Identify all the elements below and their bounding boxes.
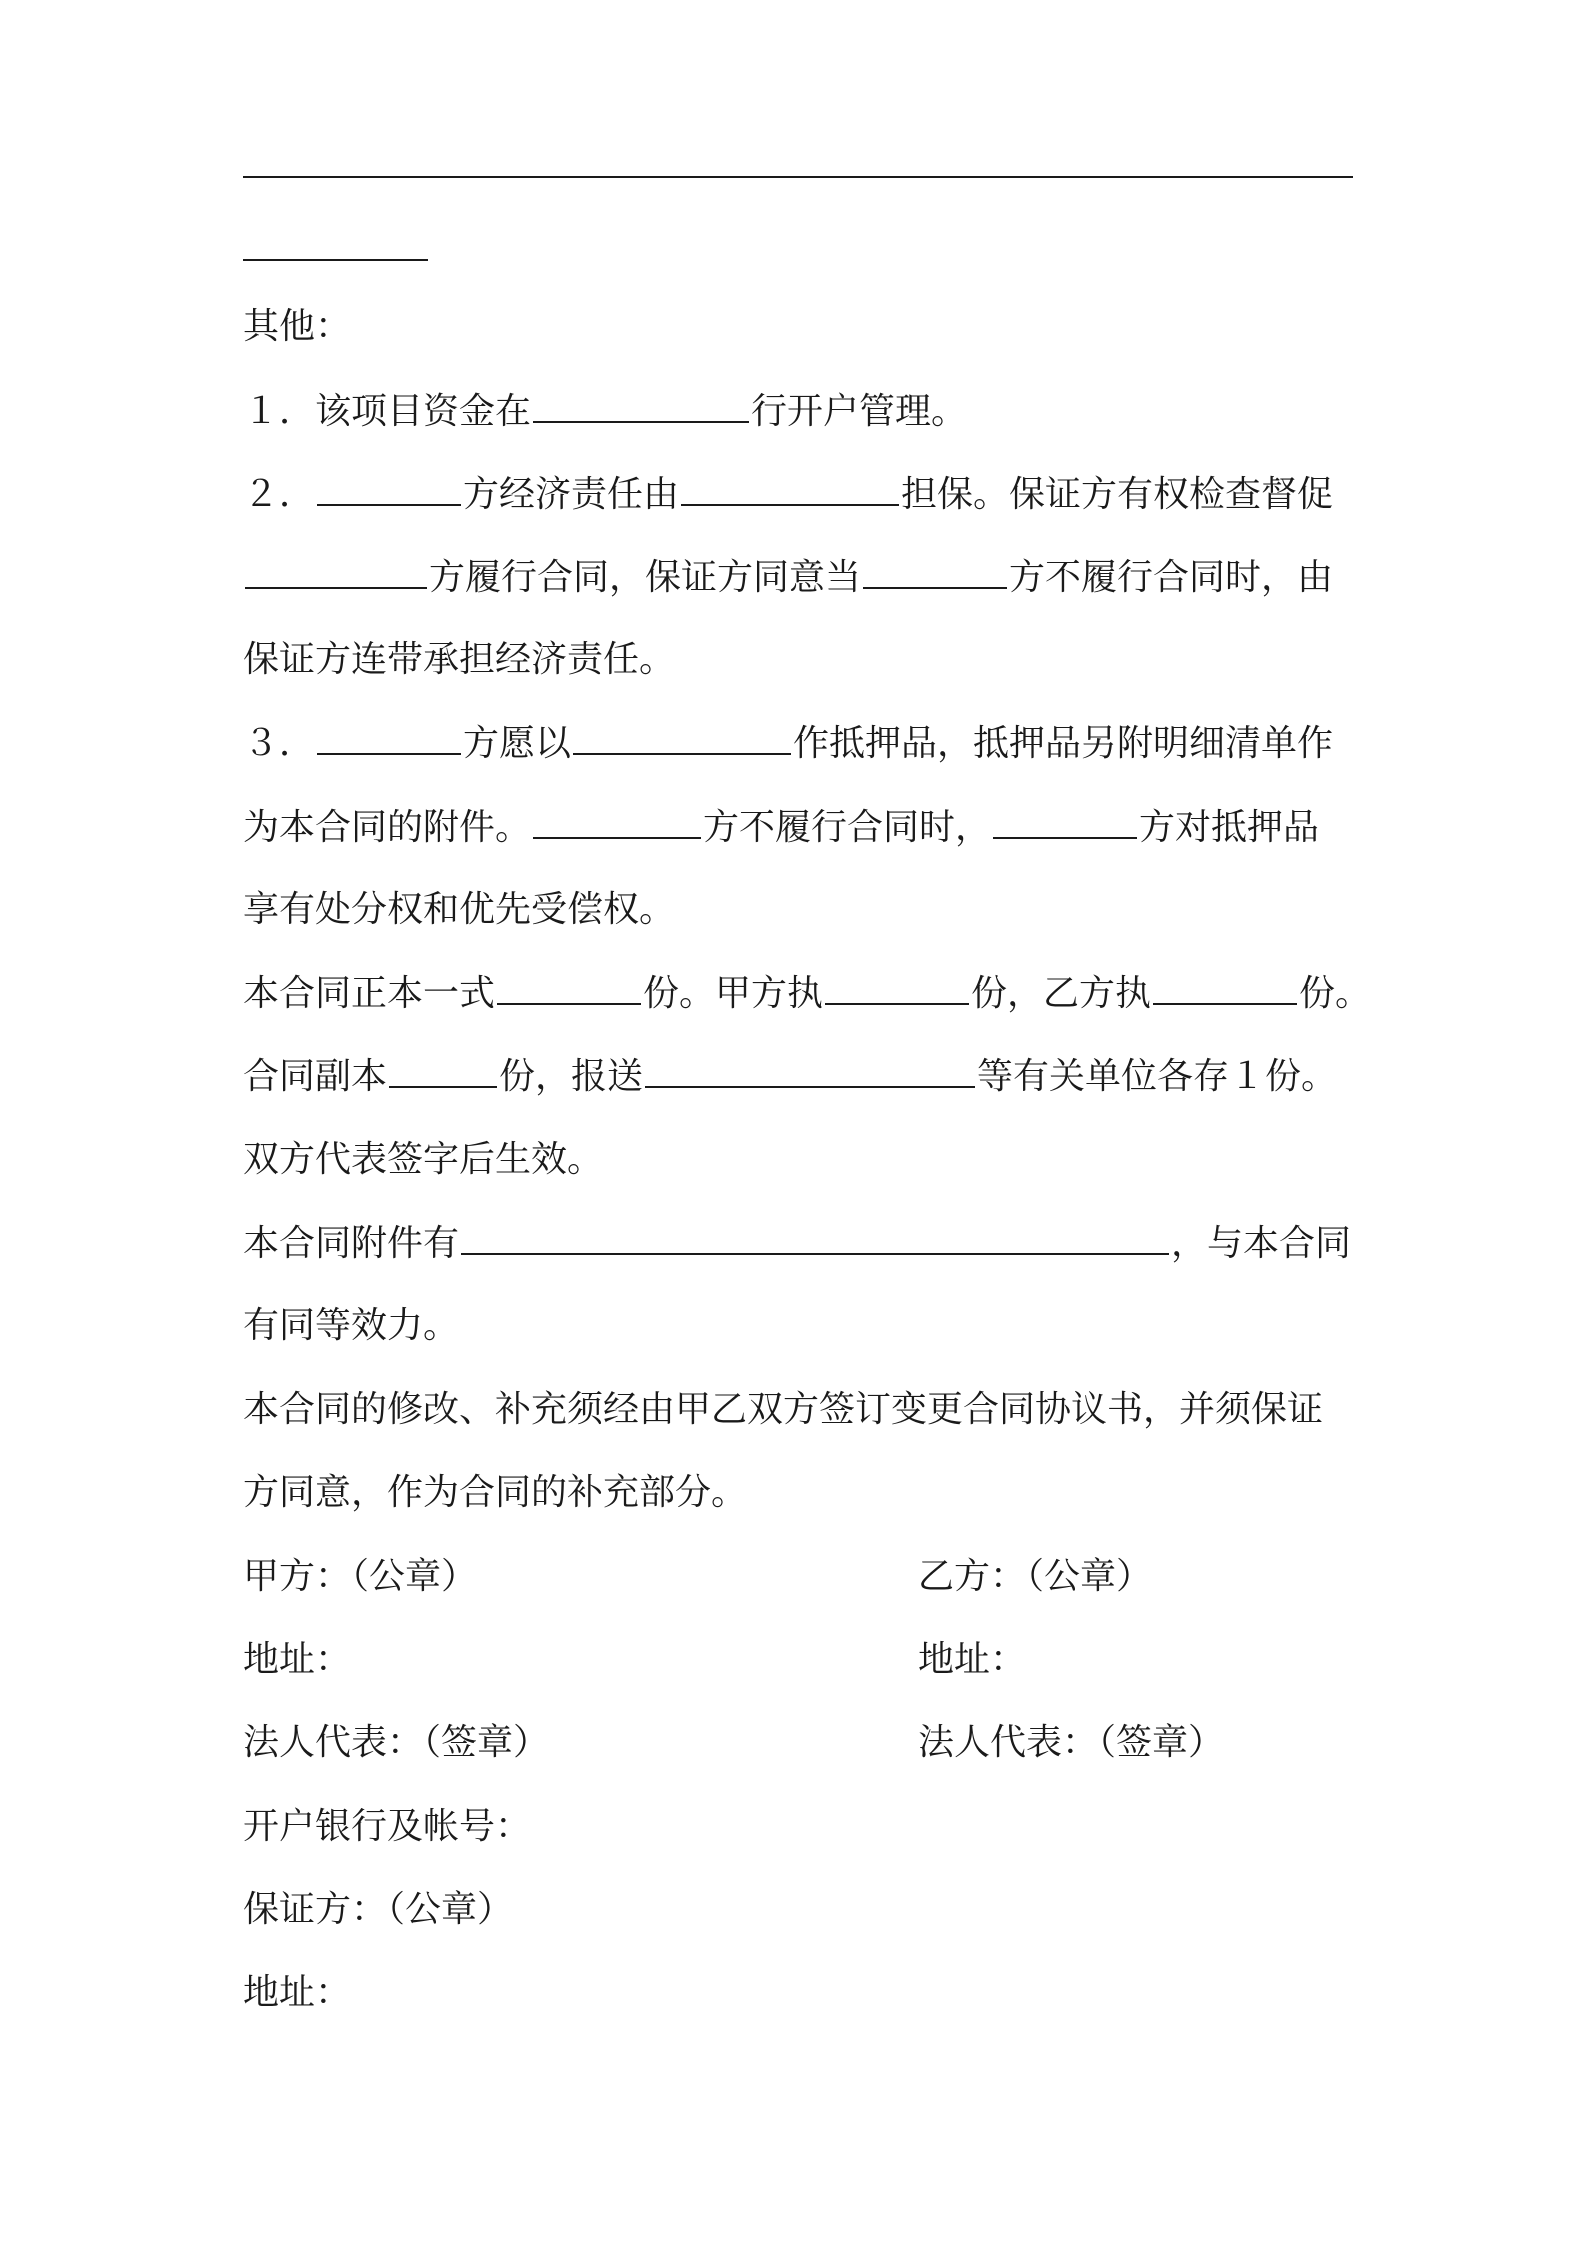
copies-text-g: 等有关单位各存１份。 xyxy=(977,1056,1338,1097)
blank-party[interactable] xyxy=(245,547,427,589)
blank-duplicate-count[interactable] xyxy=(389,1046,497,1088)
party-b-address: 地址： xyxy=(918,1639,1027,1680)
copies-text-a: 本合同正本一式 xyxy=(243,973,496,1014)
copies-text-f: 份，报送 xyxy=(499,1056,644,1097)
copies-line-1 xyxy=(243,963,1371,1023)
blank-party[interactable] xyxy=(317,713,461,755)
attachments-text-a: 本合同附件有 xyxy=(243,1223,460,1264)
blank-party[interactable] xyxy=(317,464,461,506)
attachments-line-1 xyxy=(243,1213,1351,1273)
party-b-seal: 乙方：（公章） xyxy=(918,1556,1153,1597)
clause-3-text-b: 作抵押品，抵押品另附明细清单作 xyxy=(793,723,1334,764)
amendment-line-2: 方同意，作为合同的补充部分。 xyxy=(243,1472,748,1513)
fill-in-line-full xyxy=(243,176,1353,178)
amendment-line-1: 本合同的修改、补充须经由甲乙双方签订变更合同协议书，并须保证 xyxy=(243,1389,1324,1430)
clause-1-text-b: 行开户管理。 xyxy=(751,391,968,432)
blank-party-a-count[interactable] xyxy=(825,963,969,1005)
attachments-line-2: 有同等效力。 xyxy=(243,1305,460,1346)
attachments-text-b: ，与本合同 xyxy=(1171,1223,1352,1264)
party-b-legal-rep: 法人代表：（签章） xyxy=(918,1722,1225,1763)
copies-line-2 xyxy=(243,1046,1337,1106)
copies-text-c: 份，乙方执 xyxy=(971,973,1152,1014)
clause-3-text-c: 为本合同的附件。 xyxy=(243,807,532,848)
guarantor-address: 地址： xyxy=(243,1972,352,2013)
clause-3-text-d: 方不履行合同时， xyxy=(703,807,992,848)
copies-line-3: 双方代表签字后生效。 xyxy=(243,1139,604,1180)
clause-1 xyxy=(243,381,967,441)
other-heading: 其他： xyxy=(243,306,352,347)
party-a-address: 地址： xyxy=(243,1639,352,1680)
clause-2-text-b: 担保。保证方有权检查督促 xyxy=(901,474,1334,515)
clause-2-line-3: 保证方连带承担经济责任。 xyxy=(243,639,676,680)
guarantor-seal: 保证方：（公章） xyxy=(243,1889,514,1930)
clause-2-line-2 xyxy=(243,547,1333,607)
clause-3-line-3: 享有处分权和优先受偿权。 xyxy=(243,889,676,930)
clause-3-line-2 xyxy=(243,797,1319,857)
clause-2-text-c: 方履行合同，保证方同意当 xyxy=(429,557,862,598)
clause-2-line-1 xyxy=(243,464,1333,524)
bank-account: 开户银行及帐号： xyxy=(243,1806,532,1847)
fill-in-line-short xyxy=(243,259,428,261)
clause-1-text-a: １．该项目资金在 xyxy=(243,391,532,432)
copies-text-d: 份。 xyxy=(1299,973,1372,1014)
blank-party[interactable] xyxy=(533,797,701,839)
blank-attachments[interactable] xyxy=(461,1213,1169,1255)
clause-3-line-1 xyxy=(243,713,1333,773)
blank-guarantor[interactable] xyxy=(681,464,899,506)
clause-3-text-e: 方对抵押品 xyxy=(1139,807,1320,848)
party-a-legal-rep: 法人代表：（签章） xyxy=(243,1722,550,1763)
clause-2-text-d: 方不履行合同时，由 xyxy=(1009,557,1334,598)
clause-3-text-a: 方愿以 xyxy=(463,723,572,764)
copies-text-e: 合同副本 xyxy=(243,1056,388,1097)
blank-party[interactable] xyxy=(863,547,1007,589)
blank-bank-name[interactable] xyxy=(533,381,749,423)
clause-2-number: ２． xyxy=(243,474,316,515)
blank-recipients[interactable] xyxy=(645,1046,975,1088)
clause-3-number: ３． xyxy=(243,723,316,764)
clause-2-text-a: 方经济责任由 xyxy=(463,474,680,515)
party-a-seal: 甲方：（公章） xyxy=(243,1556,478,1597)
copies-text-b: 份。甲方执 xyxy=(643,973,824,1014)
blank-party-b-count[interactable] xyxy=(1153,963,1297,1005)
blank-original-count[interactable] xyxy=(497,963,641,1005)
blank-party[interactable] xyxy=(993,797,1137,839)
blank-collateral[interactable] xyxy=(573,713,791,755)
